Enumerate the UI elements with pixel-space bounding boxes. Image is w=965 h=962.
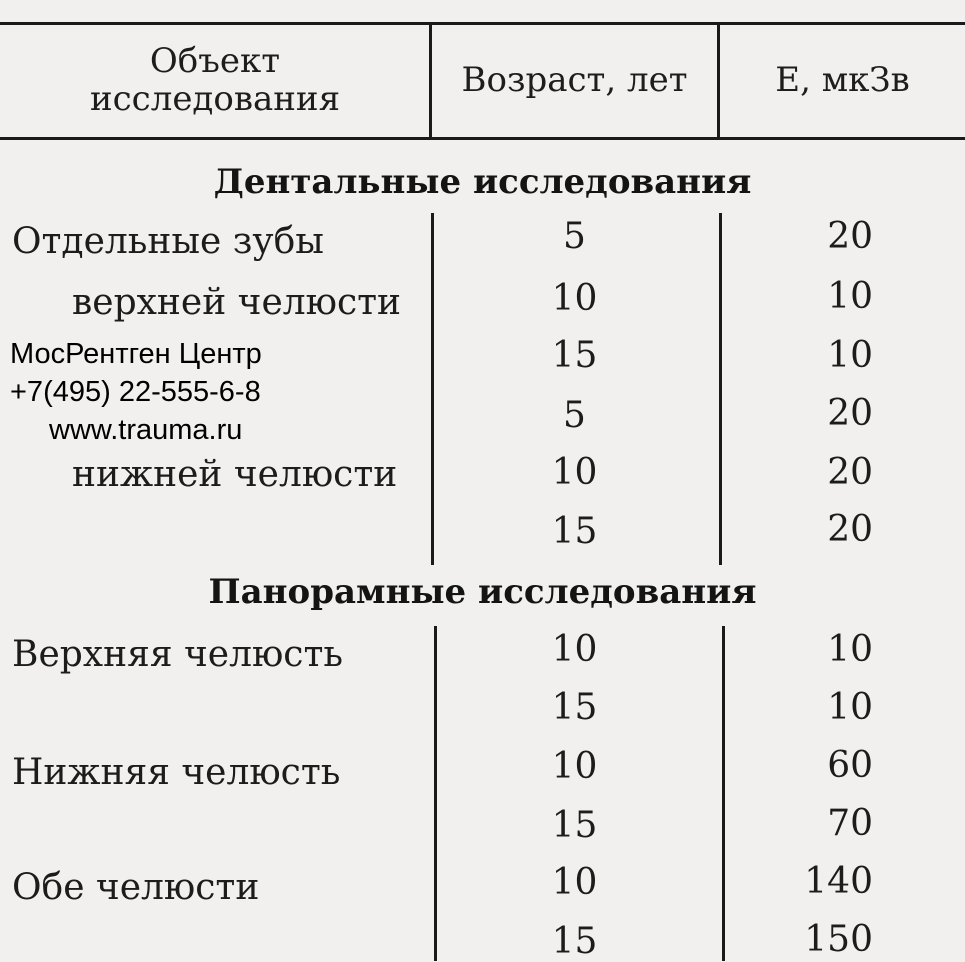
row-dose: 20 bbox=[827, 509, 873, 550]
row-dose: 140 bbox=[804, 861, 873, 902]
row-dose: 10 bbox=[827, 276, 873, 317]
row-object: Отдельные зубы bbox=[12, 221, 324, 262]
row-age: 15 bbox=[551, 511, 598, 552]
header-object bbox=[40, 42, 390, 118]
row-age: 15 bbox=[551, 335, 598, 376]
watermark-website: www.trauma.ru bbox=[49, 414, 243, 446]
row-dose: 20 bbox=[827, 216, 873, 257]
section-title-panoramic: Панорамные исследования bbox=[208, 572, 757, 612]
section-title-dental: Дентальные исследования bbox=[213, 162, 752, 202]
row-age: 15 bbox=[551, 687, 598, 728]
row-object: верхней челюсти bbox=[72, 282, 402, 323]
row-dose: 10 bbox=[827, 335, 873, 376]
row-age: 10 bbox=[551, 452, 598, 493]
row-age: 5 bbox=[563, 395, 586, 436]
section2-separator-2 bbox=[722, 626, 725, 961]
row-age: 15 bbox=[551, 805, 598, 846]
watermark-phone: +7(495) 22-555-6-8 bbox=[10, 376, 261, 408]
row-object: Обе челюсти bbox=[12, 867, 260, 908]
row-dose: 20 bbox=[827, 452, 873, 493]
row-dose: 60 bbox=[827, 745, 873, 786]
row-object: нижней челюсти bbox=[72, 454, 398, 495]
header-object-line1: Объект bbox=[149, 41, 281, 81]
table-top-rule bbox=[0, 22, 965, 25]
row-object: Нижняя челюсть bbox=[12, 752, 341, 793]
row-dose: 70 bbox=[827, 803, 873, 844]
row-dose: 10 bbox=[827, 687, 873, 728]
row-object: Верхняя челюсть bbox=[12, 634, 343, 675]
row-age: 10 bbox=[551, 278, 598, 319]
row-age: 10 bbox=[551, 746, 598, 787]
watermark-company: МосРентген Центр bbox=[10, 338, 262, 370]
row-dose: 20 bbox=[827, 393, 873, 434]
header-dose: E, мкЗв bbox=[775, 60, 910, 100]
section1-separator-2 bbox=[719, 213, 722, 565]
row-age: 10 bbox=[551, 629, 598, 670]
row-age: 15 bbox=[551, 921, 598, 962]
row-dose: 150 bbox=[804, 919, 873, 960]
section2-separator-1 bbox=[434, 626, 437, 961]
header-age: Возраст, лет bbox=[461, 60, 688, 100]
row-age: 5 bbox=[563, 216, 586, 257]
row-age: 10 bbox=[551, 862, 598, 903]
header-object-line2: исследования bbox=[89, 79, 341, 119]
header-bottom-rule bbox=[0, 137, 965, 140]
row-dose: 10 bbox=[827, 629, 873, 670]
